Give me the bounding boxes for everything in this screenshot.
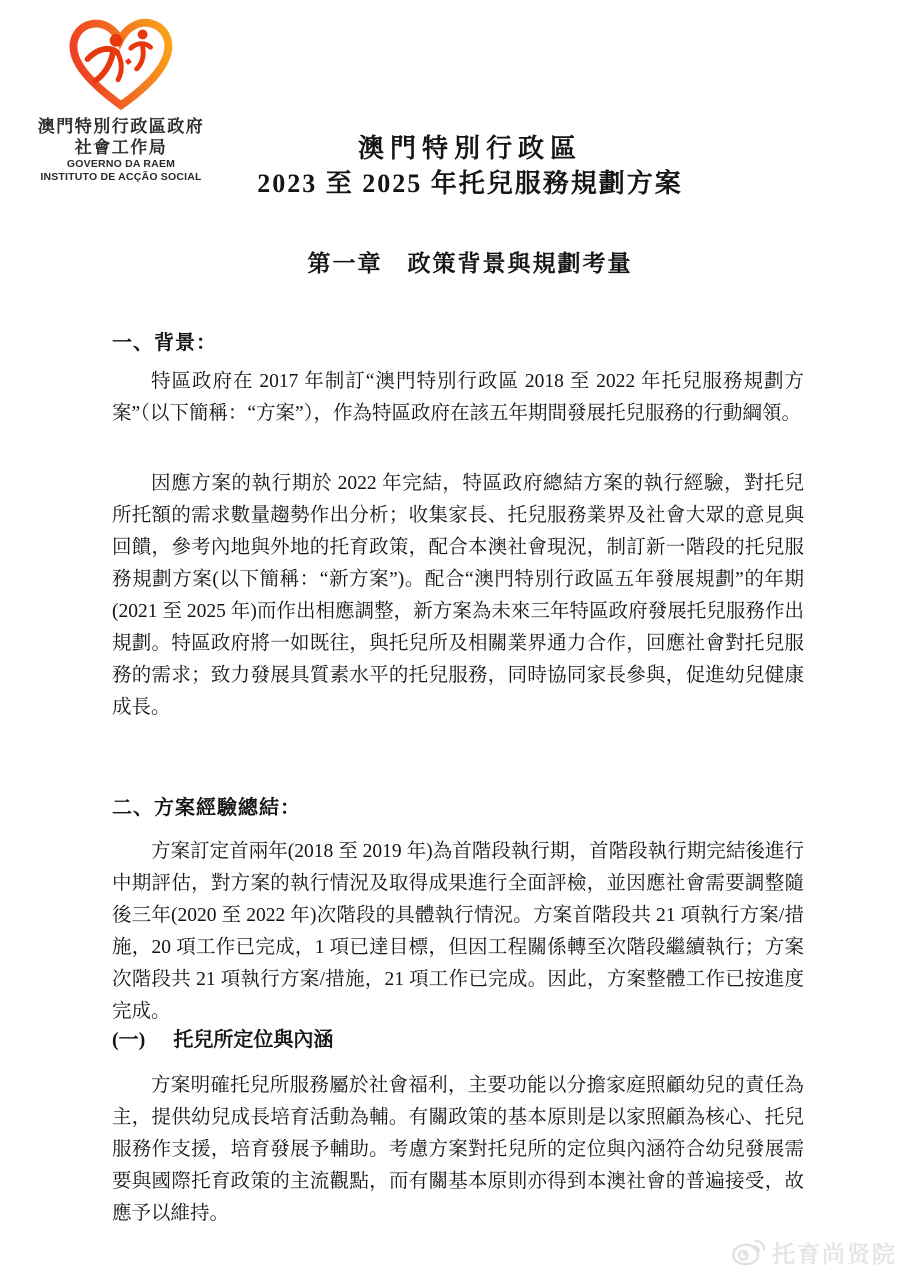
- section-1-heading: 一、背景：: [112, 332, 217, 354]
- org-name-pt-line2: INSTITUTO DE ACÇÃO SOCIAL: [40, 170, 202, 183]
- subsection-1-number: (一): [112, 1029, 146, 1051]
- watermark: [731, 1236, 897, 1269]
- document-title: [120, 131, 820, 201]
- org-name-cn-line2: 社會工作局: [74, 138, 168, 157]
- watermark-text: 托育尚贤院: [772, 1241, 897, 1267]
- chapter-heading: 第一章 政策背景與規劃考量: [307, 251, 633, 276]
- subsection-1-heading: [112, 1023, 804, 1052]
- section-1-paragraph-1: 特區政府在 2017 年制訂“澳門特別行政區 2018 至 2022 年托兒服務規劃方案”（以下簡稱：“方案”），作為特區政府在該五年期間發展托兒服務的行動綱領。: [112, 371, 804, 424]
- ias-heart-logo: [62, 10, 180, 114]
- org-name-pt-line1: GOVERNO DA RAEM: [66, 158, 176, 170]
- section-2-heading: 二、方案經驗總結：: [112, 797, 301, 819]
- weibo-icon: [731, 1238, 765, 1267]
- section-2-paragraph-1: 方案訂定首兩年(2018 至 2019 年)為首階段執行期，首階段執行期完結後進行中期評估，對方案的執行情況及取得成果進行全面評檢，並因應社會需要調整隨後三年(2020 至 2022 年)次階段的具體執行情況。方案首階段共 21 項執行方案/措施，20 項工作已完成，1 項已達目標，但因工程關係轉至次階段繼續執行；方案次階段共 21 項執行方案/措施，21 項工作已完成。因此，方案整體工作已按進度完成。: [112, 841, 804, 1022]
- section-1-paragraph-2: 因應方案的執行期於 2022 年完結，特區政府總結方案的執行經驗，對托兒所托額的需求數量趨勢作出分析；收集家長、托兒服務業界及社會大眾的意見與回饋，參考內地與外地的托育政策，配合本澳社會現況，制訂新一階段的托兒服務規劃方案(以下簡稱：“新方案”)。配合“澳門特別行政區五年發展規劃”的年期(2021 至 2025 年)而作出相應調整，新方案為未來三年特區政府發展托兒服務作出規劃。特區政府將一如既往，與托兒所及相關業界通力合作，回應社會對托兒服務的需求；致力發展具質素水平的托兒服務，同時協同家長參與，促進幼兒健康成長。: [112, 473, 804, 718]
- subsection-1-paragraph-1: 方案明確托兒所服務屬於社會福利，主要功能以分擔家庭照顧幼兒的責任為主，提供幼兒成長培育活動為輔。有關政策的基本原則是以家照顧為核心、托兒服務作支援，培育發展予輔助。考慮方案對托兒所的定位與內涵符合幼兒發展需要與國際托育政策的主流觀點，而有關基本原則亦得到本澳社會的普遍接受，故應予以維持。: [112, 1075, 804, 1224]
- subsection-1-title: 托兒所定位與內涵: [173, 1029, 334, 1051]
- document-title-line2: 2023 至 2025 年托兒服務規劃方案: [257, 169, 683, 198]
- org-name-cn-line1: 澳門特別行政區政府: [37, 117, 205, 136]
- document-title-line1: 澳門特別行政區: [357, 134, 582, 163]
